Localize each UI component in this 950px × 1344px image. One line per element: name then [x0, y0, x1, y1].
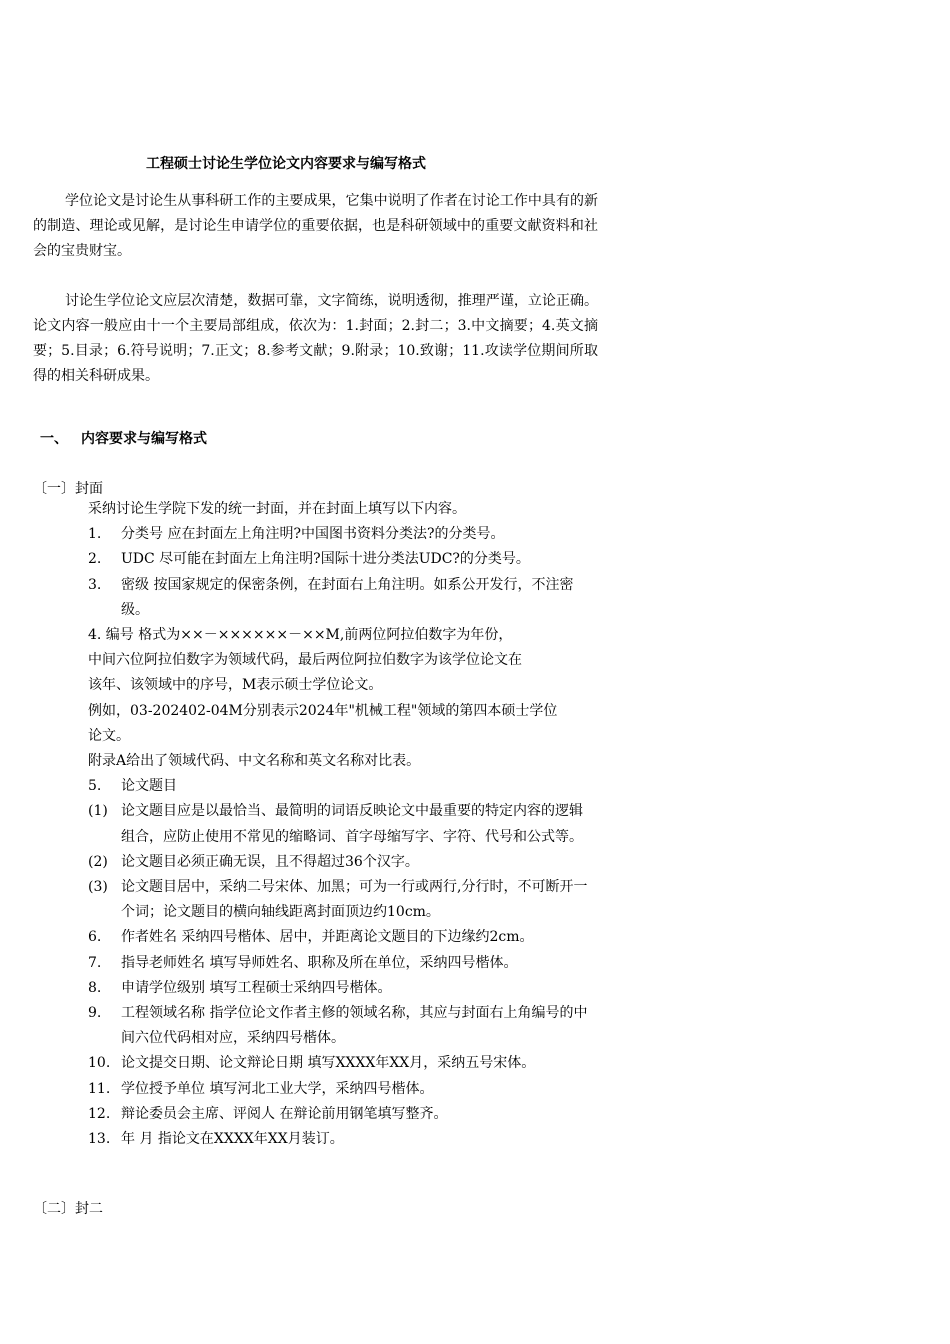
- item-number: 6.: [88, 929, 102, 946]
- item-number: 13.: [88, 1131, 111, 1148]
- item4-line: 中间六位阿拉伯数字为领域代码，最后两位阿拉伯数字为该学位论文在: [88, 652, 522, 669]
- list-item: [88, 1077, 608, 1102]
- item4-line: 例如，03-202402-04M分别表示2024年"机械工程"领域的第四本硕士学位: [88, 702, 558, 719]
- item-text: 论文题目应是以最恰当、最简明的词语反映论文中最重要的特定内容的逻辑组合，应防止使用不常见的缩略词、首字母缩写字、字符、代号和公式等。: [121, 803, 583, 845]
- section-title: 内容要求与编写格式: [81, 431, 207, 447]
- item-number: 10.: [88, 1055, 111, 1072]
- item-number: (1): [88, 803, 108, 820]
- subsection-title-inside-cover: 〔二〕封二: [33, 1201, 103, 1217]
- intro-paragraph-2: 讨论生学位论文应层次清楚，数据可靠，文字简练，说明透彻，推理严谨，立论正确。论文内容一般应由十一个主要局部组成，依次为：1.封面；2.封二；3.中文摘要；4.英文摘要；5.目录；6.符号说明；7.正文；8.参考文献；9.附录；10.致谢；11.攻读学位期间所取得的相关科研成果。: [33, 293, 598, 384]
- list-item: [88, 774, 608, 799]
- item-text: 论文题目居中，采纳二号宋体、加黑；可为一行或两行,分行时，不可断开一个词；论文题目的横向轴线距离封面顶边约10cm。: [121, 879, 588, 921]
- list-item: [88, 976, 608, 1001]
- item-text: 学位授予单位 填写河北工业大学，采纳四号楷体。: [121, 1080, 434, 1097]
- item-number: 3.: [88, 576, 102, 593]
- cover-requirements: [88, 497, 608, 1152]
- item-text: 指导老师姓名 填写导师姓名、职称及所在单位，采纳四号楷体。: [121, 954, 518, 971]
- item-text: 工程领域名称 指学位论文作者主修的领域名称，其应与封面右上角编号的中间六位代码相对应，采纳四号楷体。: [121, 1005, 588, 1047]
- item-number: 1.: [88, 526, 102, 543]
- item-text: 分类号 应在封面左上角注明?中国图书资料分类法?的分类号。: [121, 526, 505, 543]
- item-text: 论文题目: [121, 778, 177, 795]
- subsection-title-cover: 〔一〕封面: [33, 481, 103, 497]
- item-text: UDC 尽可能在封面左上角注明?国际十进分类法UDC?的分类号。: [121, 551, 530, 568]
- list-item: [88, 1127, 608, 1152]
- sub-list-item: [88, 799, 593, 849]
- item-number: (3): [88, 879, 108, 896]
- page-title: 工程硕士讨论生学位论文内容要求与编写格式: [146, 156, 426, 172]
- section-heading: [40, 428, 207, 448]
- item4-line: 论文。: [88, 727, 130, 744]
- item-text: 年 月 指论文在XXXX年XX月装订。: [121, 1131, 344, 1148]
- item-number: 7.: [88, 954, 102, 971]
- item4-line: 该年、该领域中的序号，M表示硕士学位论文。: [88, 677, 383, 694]
- list-item: [88, 1051, 608, 1076]
- list-item: [88, 1102, 608, 1127]
- section-number: 一、: [40, 431, 68, 447]
- item-text: 作者姓名 采纳四号楷体、居中，并距离论文题目的下边缘约2cm。: [121, 929, 534, 946]
- list-item: [88, 925, 608, 950]
- item-number: 5.: [88, 778, 102, 795]
- item4-line: 4. 编号 格式为××－××××××－××M,前两位阿拉伯数字为年份，: [88, 627, 513, 644]
- list-item: [88, 1001, 593, 1051]
- list-item: [88, 522, 608, 547]
- list-item: [88, 951, 608, 976]
- item-number: 2.: [88, 551, 102, 568]
- intro-paragraph-1: 学位论文是讨论生从事科研工作的主要成果，它集中说明了作者在讨论工作中具有的新的制造、理论或见解，是讨论生申请学位的重要依据，也是科研领域中的重要文献资料和社会的宝贵财宝。: [33, 193, 598, 259]
- list-item: [88, 573, 593, 623]
- item-number: 9.: [88, 1005, 102, 1022]
- item-number: (2): [88, 853, 108, 870]
- sub-list-item: [88, 875, 593, 925]
- item-text: 申请学位级别 填写工程硕士采纳四号楷体。: [121, 979, 392, 996]
- item-number: 12.: [88, 1105, 111, 1122]
- item-number: 11.: [88, 1080, 111, 1097]
- item-text: 密级 按国家规定的保密条例，在封面右上角注明。如系公开发行，不注密级。: [121, 576, 574, 618]
- item-text: 论文题目必须正确无误，且不得超过36个汉字。: [121, 853, 419, 870]
- list-item: [88, 547, 608, 572]
- item-number: 8.: [88, 979, 102, 996]
- item-text: 辩论委员会主席、评阅人 在辩论前用钢笔填写整齐。: [121, 1105, 448, 1122]
- sub-list-item: [88, 850, 608, 875]
- item4-line: 附录A给出了领域代码、中文名称和英文名称对比表。: [88, 753, 421, 770]
- cover-intro: 采纳讨论生学院下发的统一封面，并在封面上填写以下内容。: [88, 501, 466, 517]
- item-text: 论文提交日期、论文辩论日期 填写XXXX年XX月，采纳五号宋体。: [121, 1055, 536, 1072]
